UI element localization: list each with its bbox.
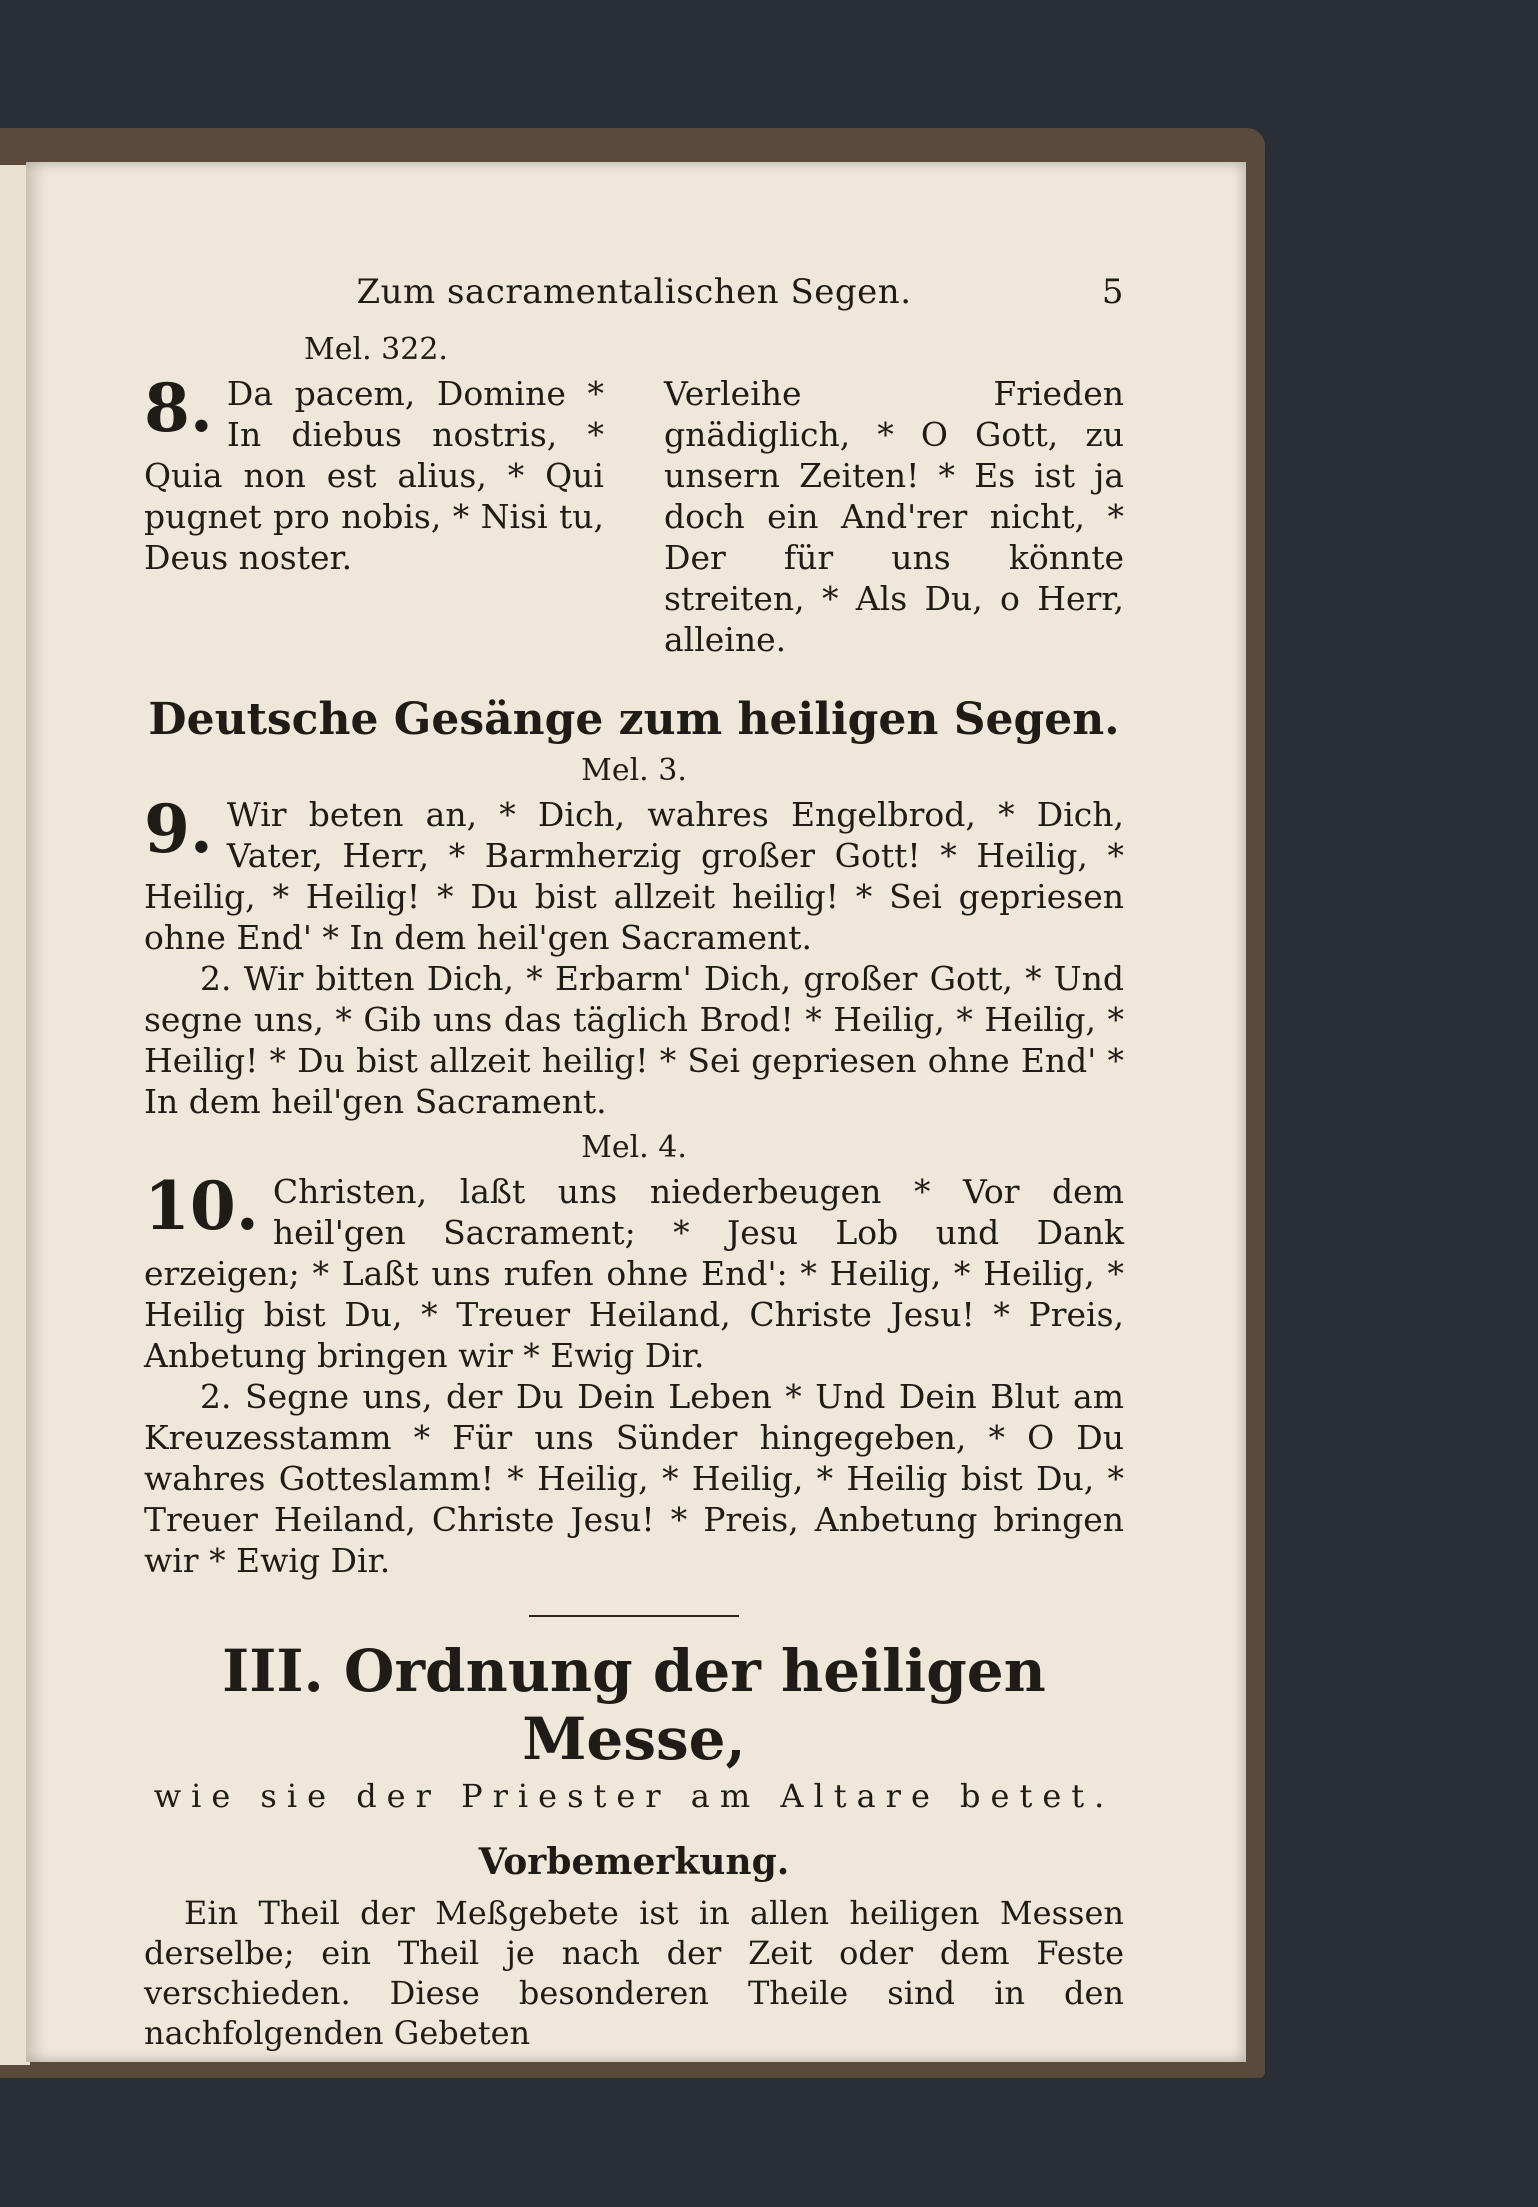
divider (529, 1615, 739, 1617)
hymn10-verse2: 2. Segne uns, der Du Dein Leben * Und Dein Blut am Kreuzesstamm * Für uns Sünder hingegeben, * O Du wahres Gotteslamm! * Heilig, * Heilig, * Heilig bist Du, * Treuer Heiland, Christe Jesu! * Preis, Anbetung bringen wir * Ewig Dir. (144, 1377, 1124, 1580)
page-number: 5 (1101, 272, 1124, 312)
hymn8-melody: Mel. 322. (304, 332, 448, 367)
hymn9-verse1: Wir beten an, * Dich, wahres Engelbrod, * Dich, Vater, Herr, * Barmherzig großer Gott! * Heilig, * Heilig, * Heilig! * Du bist allzeit heilig! * Sei gepriesen ohne End' * In dem heil'gen Sacrament. (144, 795, 1124, 957)
running-header (144, 272, 1124, 332)
hymn10 (144, 1167, 1124, 1581)
book-page (26, 162, 1246, 2062)
hymn8-german-text: Verleihe Frieden gnädiglich, * O Gott, zu unsern Zeiten! * Es ist ja doch ein And'rer nicht, * Der für uns könnte streiten, * Als Du, o Herr, alleine. (664, 374, 1124, 659)
hymn9-verse2: 2. Wir bitten Dich, * Erbarm' Dich, großer Gott, * Und segne uns, * Gib uns das täglich Brod! * Heilig, * Heilig, * Heilig! * Du bist allzeit heilig! * Sei gepriesen ohne End' * In dem heil'gen Sacrament. (144, 959, 1124, 1121)
hymn9 (144, 790, 1124, 1122)
hymn8-latin (144, 369, 604, 660)
part3-subtitle: wie sie der Priester am Altare betet. (153, 1777, 1115, 1815)
part3-title: III. Ordnung der heiligen Messe, (222, 1637, 1046, 1773)
page-content (144, 272, 1124, 2053)
hymn9-melody: Mel. 3. (581, 753, 687, 788)
hymn8-number: 8. (144, 369, 213, 447)
remark-heading: Vorbemerkung. (478, 1841, 790, 1883)
hymn8-latin-text: Da pacem, Domine * In diebus nostris, * Quia non est alius, * Qui pugnet pro nobis, * Nisi tu, Deus noster. (144, 374, 604, 577)
hymn10-melody: Mel. 4. (581, 1130, 687, 1165)
hymn10-number: 10. (144, 1167, 259, 1245)
remark-text: Ein Theil der Meßgebete ist in allen heiligen Messen derselbe; ein Theil je nach der Zeit oder dem Feste verschieden. Diese besonderen Theile sind in den nachfolgenden Gebeten (144, 1894, 1124, 2052)
hymn10-verse1: Christen, laßt uns niederbeugen * Vor dem heil'gen Sacrament; * Jesu Lob und Dank erzeigen; * Laßt uns rufen ohne End': * Heilig, * Heilig, * Heilig bist Du, * Treuer Heiland, Christe Jesu! * Preis, Anbetung bringen wir * Ewig Dir. (144, 1172, 1124, 1375)
section-heading: Deutsche Gesänge zum heiligen Segen. (148, 694, 1120, 745)
hymn8-columns (144, 369, 1124, 660)
header-title: Zum sacramentalischen Segen. (356, 272, 912, 312)
hymn9-number: 9. (144, 790, 213, 868)
hymn8-german (664, 373, 1124, 660)
